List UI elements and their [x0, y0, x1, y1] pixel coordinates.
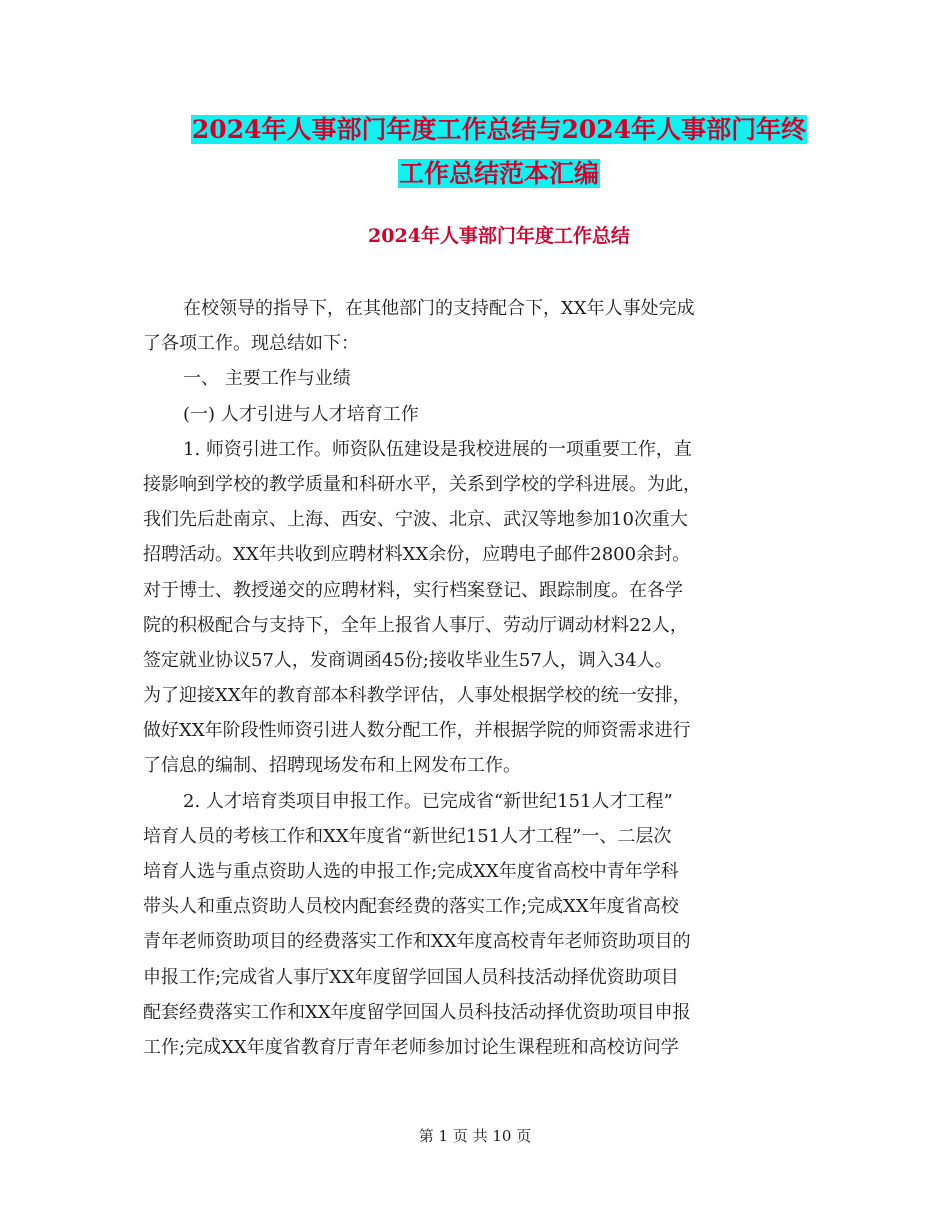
paragraph-line: 1. 师资引进工作。师资队伍建设是我校进展的一项重要工作，直 — [183, 438, 692, 460]
paragraph-line: 院的积极配合与支持下，全年上报省人事厅、劳动厅调动材料22人， — [143, 614, 688, 636]
paragraph-line: 招聘活动。XX年共收到应聘材料XX余份，应聘电子邮件2800余封。 — [143, 544, 691, 566]
paragraph-line: 做好XX年阶段性师资引进人数分配工作，并根据学院的师资需求进行 — [143, 720, 691, 742]
section-title: 2024年人事部门年度工作总结 — [368, 225, 630, 247]
document-title-line-1: 2024年人事部门年度工作总结与2024年人事部门年终 — [191, 115, 807, 144]
paragraph-line: 配套经费落实工作和XX年度留学回国人员科技活动择优资助项目申报 — [143, 1001, 691, 1023]
paragraph-line: 为了迎接XX年的教育部本科教学评估，人事处根据学校的统一安排， — [143, 685, 691, 707]
paragraph-line: 了信息的编制、招聘现场发布和上网发布工作。 — [143, 755, 521, 777]
paragraph-line: 培育人选与重点资助人选的申报工作;完成XX年度省高校中青年学科 — [143, 861, 679, 882]
paragraph-line: 带头人和重点资助人员校内配套经费的落实工作;完成XX年度省高校 — [143, 896, 679, 918]
subheading-line: (一) 人才引进与人才培育工作 — [183, 403, 419, 425]
paragraph-line: 青年老师资助项目的经费落实工作和XX年度高校青年老师资助项目的 — [143, 931, 691, 953]
paragraph-line: 接影响到学校的教学质量和科研水平，关系到学校的学科进展。为此， — [143, 473, 701, 495]
page-number-footer: 第 1 页 共 10 页 — [418, 1127, 532, 1145]
paragraph-line: 在校领导的指导下，在其他部门的支持配合下，XX年人事处完成 — [183, 298, 695, 319]
heading-line: 一、 主要工作与业绩 — [183, 368, 351, 390]
paragraph-line: 签定就业协议57人，发商调函45份;接收毕业生57人，调入34人。 — [143, 649, 673, 671]
paragraph-line: 了各项工作。现总结如下： — [143, 333, 359, 355]
paragraph-line: 培育人员的考核工作和XX年度省“新世纪151人才工程”一、二层次 — [143, 825, 672, 847]
paragraph-line: 申报工作;完成省人事厅XX年度留学回国人员科技活动择优资助项目 — [143, 966, 679, 988]
paragraph-line: 2. 人才培育类项目申报工作。已完成省“新世纪151人才工程” — [183, 790, 673, 812]
document-title-line-2: 工作总结范本汇编 — [398, 159, 599, 188]
paragraph-line: 工作;完成XX年度省教育厅青年老师参加讨论生课程班和高校访问学 — [143, 1036, 679, 1058]
paragraph-line: 对于博士、教授递交的应聘材料，实行档案登记、跟踪制度。在各学 — [143, 579, 683, 601]
paragraph-line: 我们先后赴南京、上海、西安、宁波、北京、武汉等地参加10次重大 — [143, 509, 688, 531]
body-text — [143, 291, 823, 1065]
